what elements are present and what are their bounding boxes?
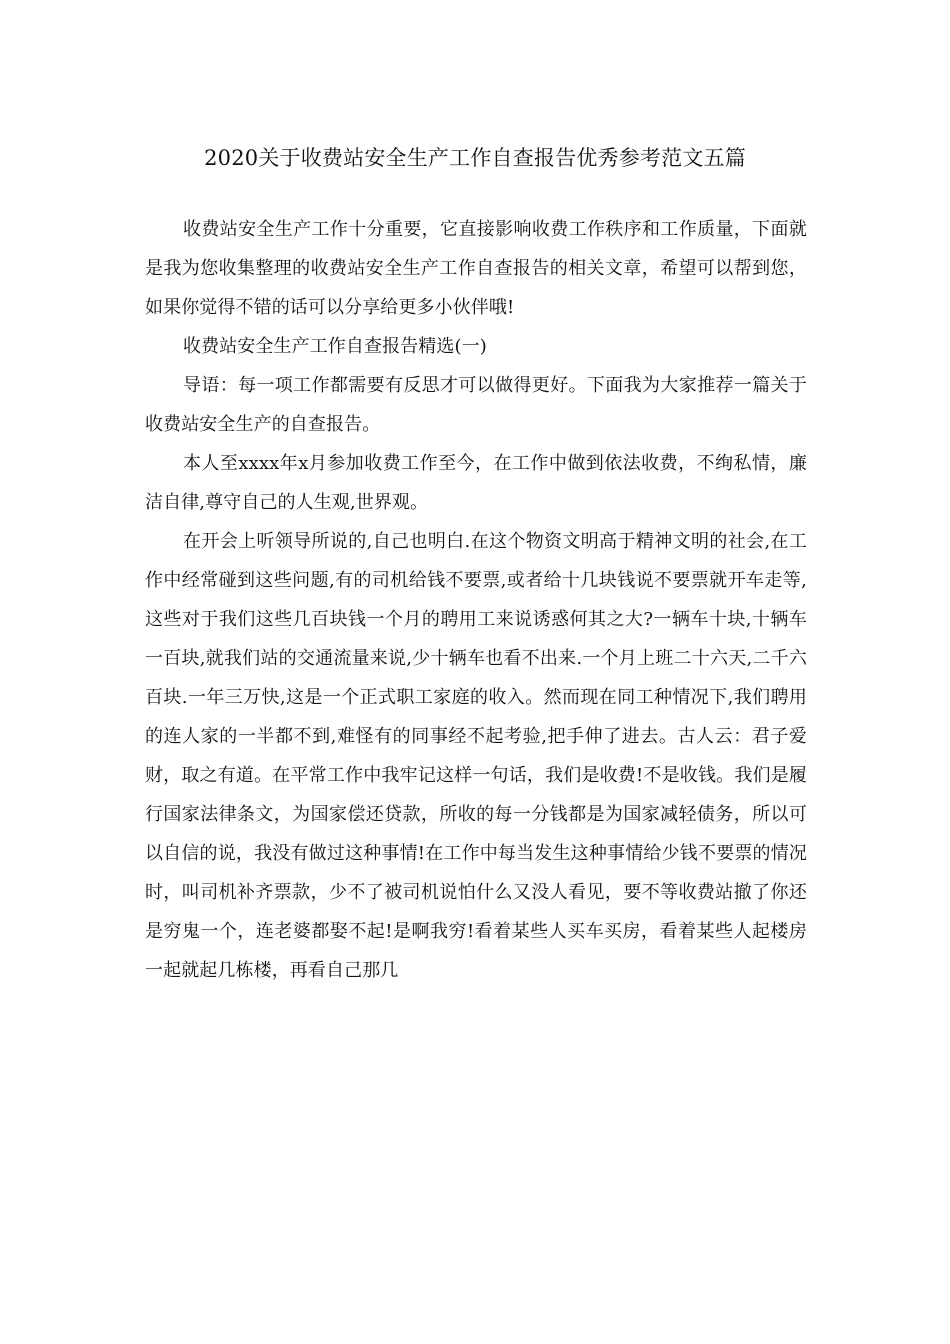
document-body <box>145 210 807 990</box>
document-title: 2020关于收费站安全生产工作自查报告优秀参考范文五篇 <box>204 146 746 170</box>
paragraph-preface: 导语：每一项工作都需要有反思才可以做得更好。下面我为大家推荐一篇关于收费站安全生产的自查报告。 <box>145 375 807 435</box>
paragraph-section-heading: 收费站安全生产工作自查报告精选(一) <box>183 336 487 357</box>
paragraph-reflection: 在开会上听领导所说的,自己也明白.在这个物资文明高于精神文明的社会,在工作中经常碰到这些问题,有的司机给钱不要票,或者给十几块钱说不要票就开车走等,这些对于我们这些几百块钱一个月的聘用工来说诱惑何其之大?一辆车十块,十辆车一百块,就我们站的交通流量来说,少十辆车也看不出来.一个月上班二十六天,二千六百块.一年三万快,这是一个正式职工家庭的收入。然而现在同工种情况下,我们聘用的连人家的一半都不到,难怪有的同事经不起考验,把手伸了进去。古人云：君子爱财，取之有道。在平常工作中我牢记这样一句话，我们是收费!不是收钱。我们是履行国家法律条文，为国家偿还贷款，所收的每一分钱都是为国家减轻债务，所以可以自信的说，我没有做过这种事情!在工作中每当发生这种事情给少钱不要票的情况时，叫司机补齐票款，少不了被司机说怕什么又没人看见，要不等收费站撤了你还是穷鬼一个，连老婆都娶不起!是啊我穷!看着某些人买车买房，看着某些人起楼房一起就起几栋楼，再看自己那几 <box>145 531 807 981</box>
paragraph-statement: 本人至xxxx年x月参加收费工作至今，在工作中做到依法收费，不绚私情，廉洁自律,尊守自己的人生观,世界观。 <box>145 453 807 513</box>
paragraph-intro: 收费站安全生产工作十分重要，它直接影响收费工作秩序和工作质量，下面就是我为您收集整理的收费站安全生产工作自查报告的相关文章，希望可以帮到您，如果你觉得不错的话可以分享给更多小伙伴哦! <box>145 219 807 318</box>
